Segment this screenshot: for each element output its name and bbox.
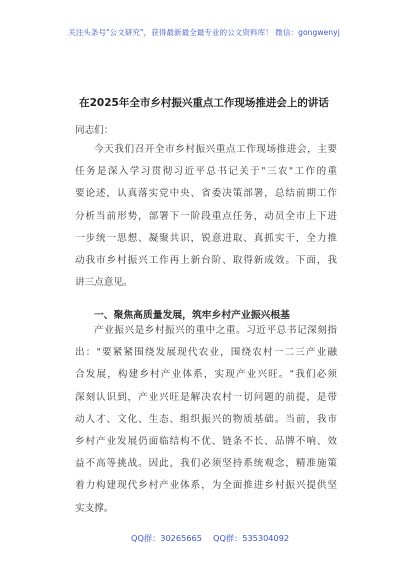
paragraph-line: 任务是深入学习贯彻习近平总书记关于"三农"工作的重	[75, 166, 337, 178]
footer-qq-right: QQ群：535304092	[213, 533, 290, 543]
paragraph-line: 要论述，认真落实党中央、省委决策部署，总结前期工作	[75, 188, 337, 200]
paragraph-line: 讲三点意见。	[75, 277, 133, 289]
paragraph-line: 乡村产业发展仍面临结构不优、链条不长、品牌不响、效	[75, 436, 337, 448]
paragraph-line: 深刻认识到，产业兴旺是解决农村一切问题的前提，是带	[75, 391, 337, 403]
paragraph-line: 动我市乡村振兴工作再上新台阶、取得新成效。下面，我	[75, 255, 337, 267]
paragraph-line: 分析当前形势，部署下一阶段重点任务，动员全市上下进	[75, 210, 337, 222]
paragraph-line: 动人才、文化、生态、组织振兴的物质基础。当前，我市	[75, 413, 337, 425]
document-title: 在2025年全市乡村振兴重点工作现场推进会上的讲话	[79, 97, 329, 109]
section-paragraph	[75, 320, 337, 520]
paragraph-line: 一步统一思想、凝聚共识，锐意进取、真抓实干，全力推	[75, 232, 337, 244]
paragraph-line: 今天我们召开全市乡村振兴重点工作现场推进会，主要	[94, 144, 337, 155]
paragraph-line: 益不高等挑战。因此，我们必须坚持系统观念，精准施策	[75, 458, 337, 470]
paragraph-line: 实支撑。	[75, 502, 114, 514]
paragraph-line: 合发展，构建乡村产业体系，实现产业兴旺。"我们必须	[75, 369, 337, 381]
footer-qq-left: QQ群：30265665	[131, 533, 202, 543]
intro-paragraph	[75, 139, 337, 294]
paragraph-line: 着力构建现代乡村产业体系，为全面推进乡村振兴提供坚	[75, 480, 337, 492]
header-banner: 关注头条号"公文研究"，获得最新最全最专业的公文资料库！ 微信：gongwenyj	[68, 28, 340, 37]
salutation: 同志们：	[75, 125, 114, 136]
paragraph-line: 出："要紧紧围绕发展现代农业，围绕农村一二三产业融	[75, 347, 337, 359]
paragraph-line: 产业振兴是乡村振兴的重中之重。习近平总书记深刻指	[94, 325, 337, 336]
section-heading: 一、聚焦高质量发展，筑牢乡村产业振兴根基	[94, 310, 290, 321]
